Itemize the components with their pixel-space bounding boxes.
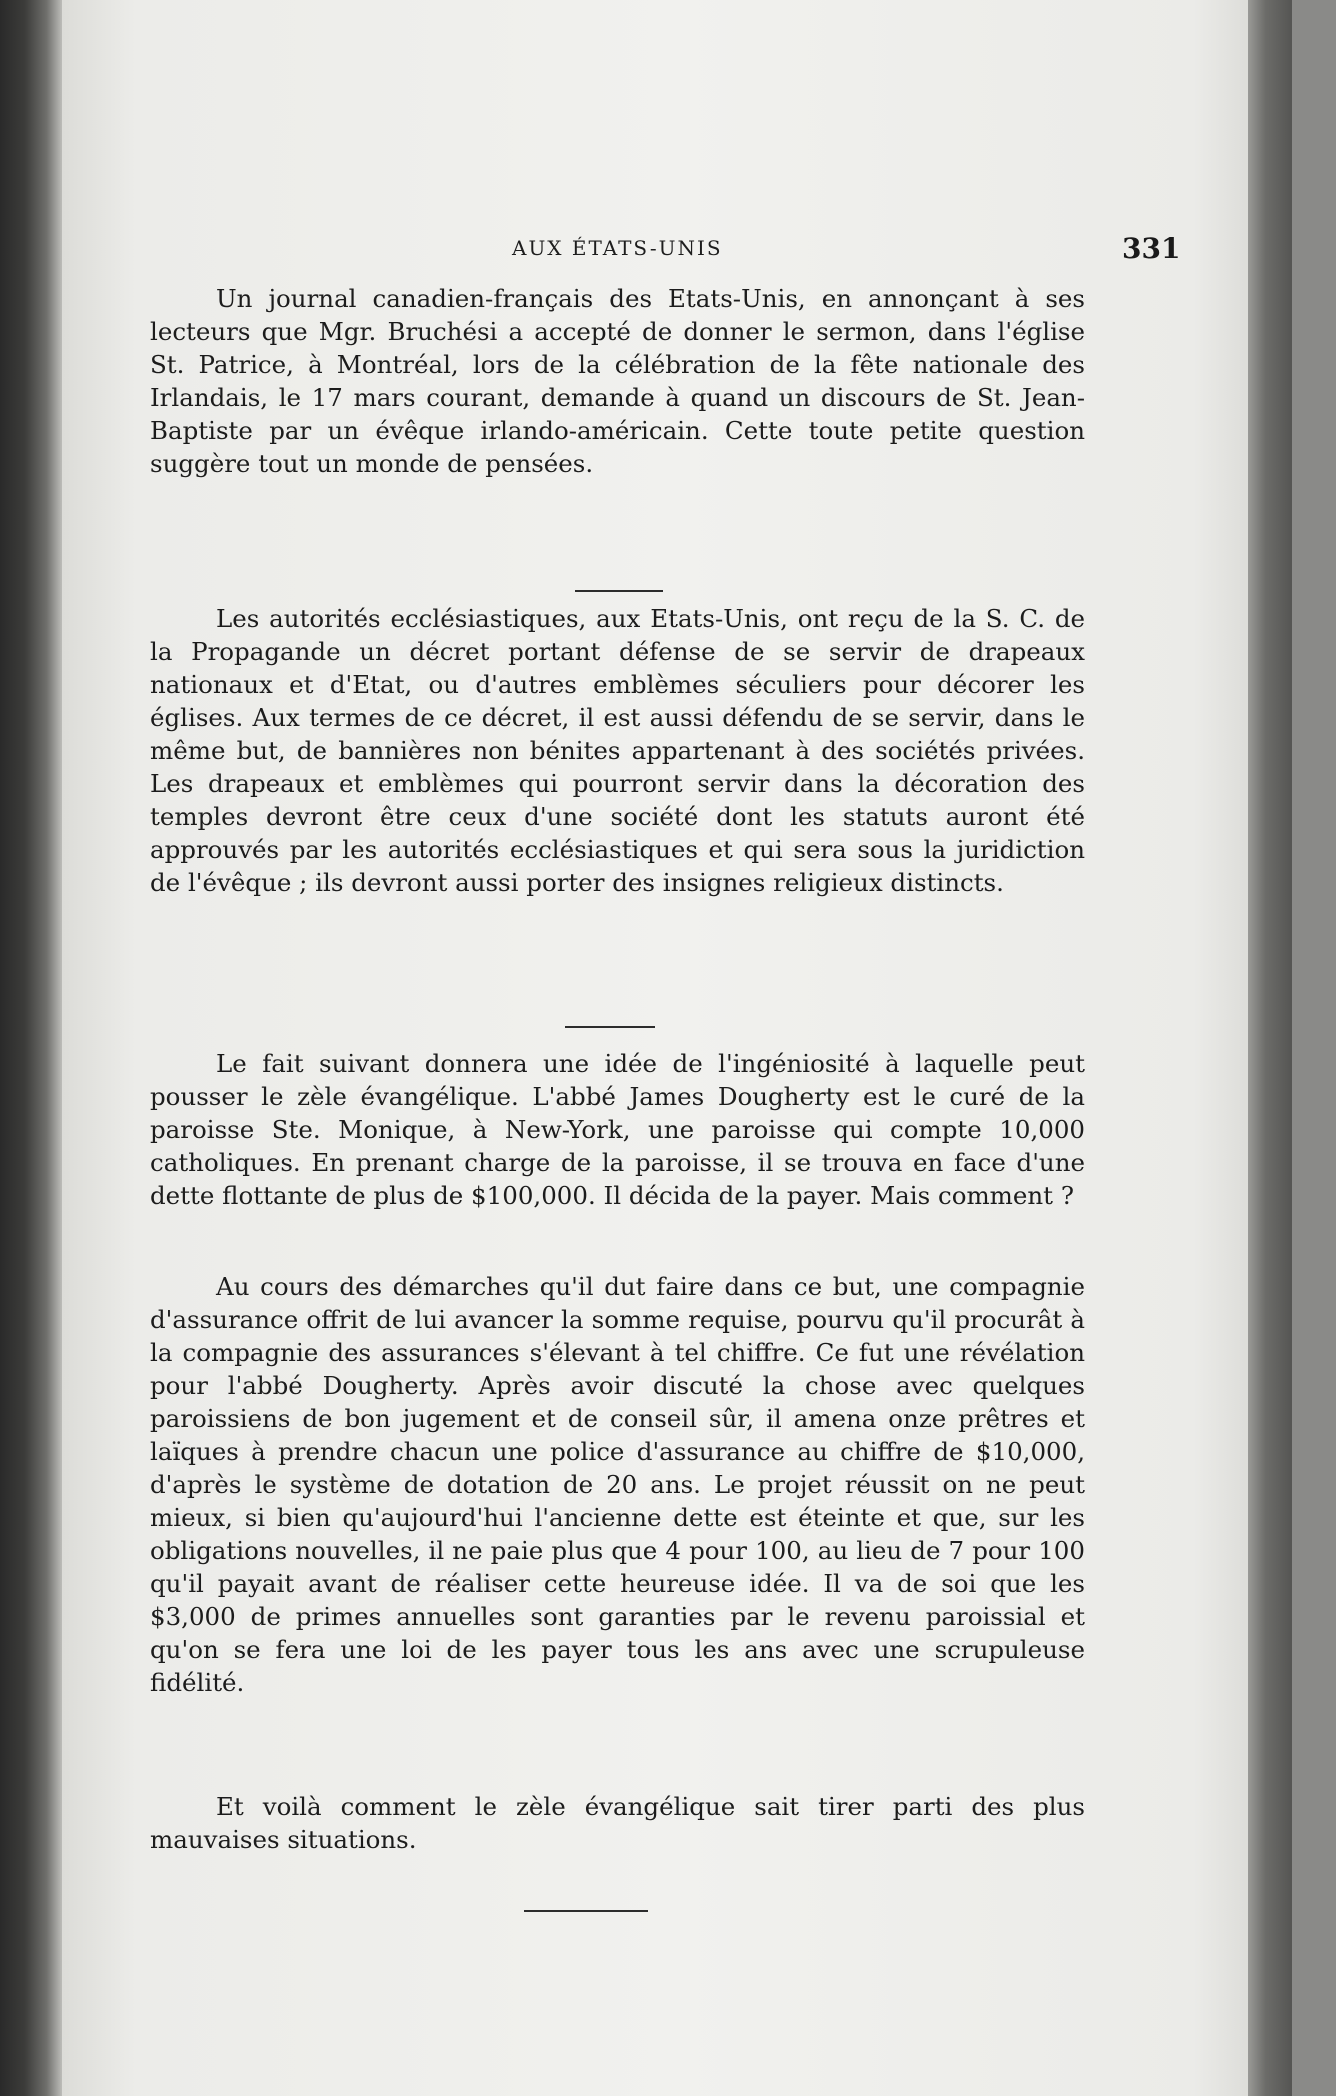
page-number: 331 xyxy=(1122,232,1181,265)
paragraph-autorites-ecclesiastiques: Les autorités ecclésiastiques, aux Etats-Unis, ont reçu de la S. C. de la Propagande un décret portant défense de se servir de drapeaux nationaux et d'Etat, ou d'autres emblèmes séculiers pour décorer les églises. Aux termes de ce décret, il est aussi défendu de se servir, dans le même but, de bannières non bénites appartenant à des sociétés privées. Les drapeaux et emblèmes qui pourront servir dans la décoration des temples devront être ceux d'une société dont les statuts auront été approuvés par les autorités ecclésiastiques et qui sera sous la juridiction de l'évêque ; ils devront aussi porter des insignes religieux distincts. xyxy=(150,604,1085,897)
page-stack-edge xyxy=(1248,0,1292,2096)
section-divider xyxy=(524,1910,648,1912)
section-divider xyxy=(575,590,663,592)
running-title: AUX ÉTATS-UNIS xyxy=(512,236,723,260)
section-divider xyxy=(565,1026,655,1028)
running-head xyxy=(62,232,1292,272)
book-binding-edge xyxy=(0,0,62,2096)
paragraph-fait-suivant: Le fait suivant donnera une idée de l'ingéniosité à laquelle peut pousser le zèle évangélique. L'abbé James Dougherty est le curé de la paroisse Ste. Monique, à New-York, une paroisse qui compte 10,000 catholiques. En prenant charge de la paroisse, il se trouva en face d'une dette flottante de plus de $100,000. Il décida de la payer. Mais comment ? xyxy=(150,1049,1085,1210)
paragraph-conclusion: Et voilà comment le zèle évangélique sait tirer parti des plus mauvaises situations. xyxy=(150,1792,1085,1854)
paragraph-journal-canadien: Un journal canadien-français des Etats-Unis, en annonçant à ses lecteurs que Mgr. Bruchési a accepté de donner le sermon, dans l'église St. Patrice, à Montréal, lors de la célébration de la fête nationale des Irlandais, le 17 mars courant, demande à quand un discours de St. Jean-Baptiste par un évêque irlando-américain. Cette toute petite question suggère tout un monde de pensées. xyxy=(150,284,1085,478)
paragraph-cours-des-demarches: Au cours des démarches qu'il dut faire dans ce but, une compagnie d'assurance offrit de lui avancer la somme requise, pourvu qu'il procurât à la compagnie des assurances s'élevant à tel chiffre. Ce fut une révélation pour l'abbé Dougherty. Après avoir discuté la chose avec quelques paroissiens de bon jugement et de conseil sûr, il amena onze prêtres et laïques à prendre chacun une police d'assurance au chiffre de $10,000, d'après le système de dotation de 20 ans. Le projet réussit on ne peut mieux, si bien qu'aujourd'hui l'ancienne dette est éteinte et que, sur les obligations nouvelles, il ne paie plus que 4 pour 100, au lieu de 7 pour 100 qu'il payait avant de réaliser cette heureuse idée. Il va de soi que les $3,000 de primes annuelles sont garanties par le revenu paroissial et qu'on se fera une loi de les payer tous les ans avec une scrupuleuse fidélité. xyxy=(150,1272,1085,1697)
